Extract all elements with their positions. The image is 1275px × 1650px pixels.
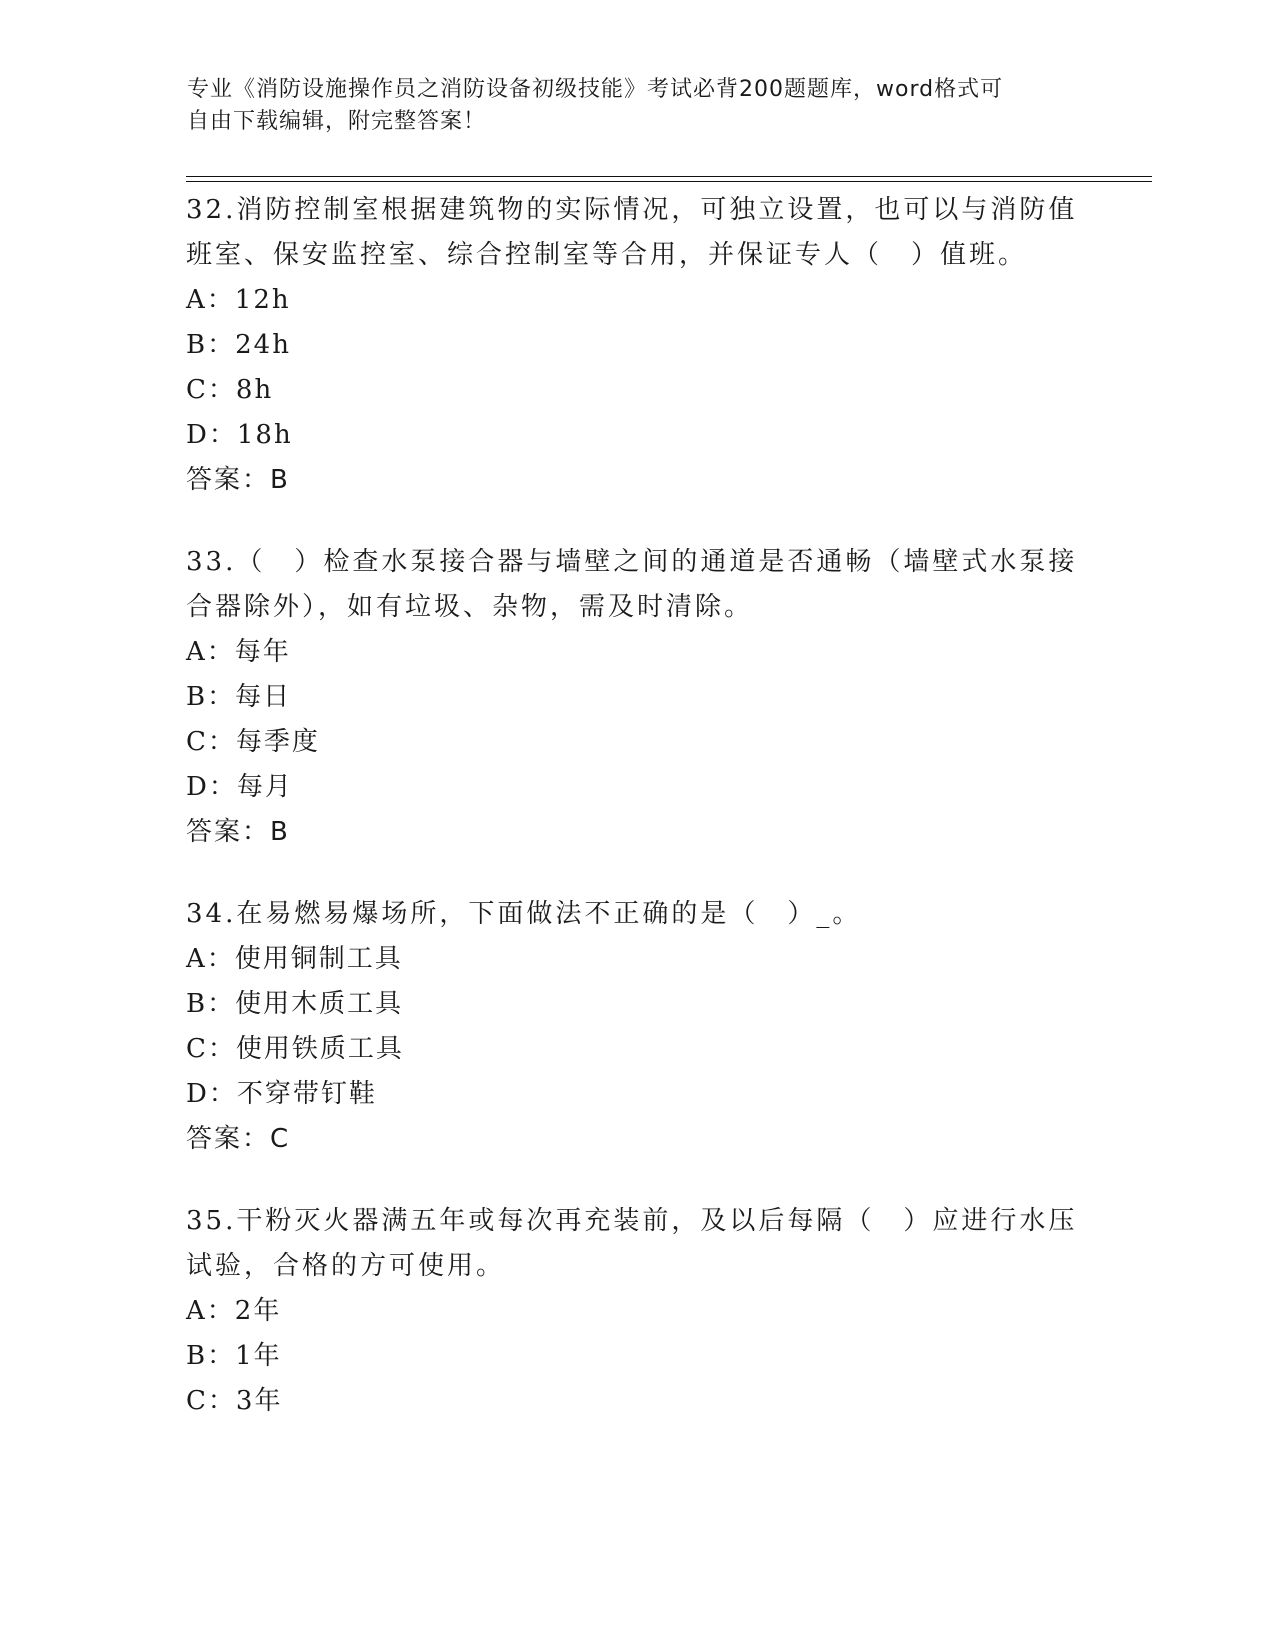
answer-value: C xyxy=(270,1124,291,1154)
option-key: B： xyxy=(186,330,236,360)
option-text: 每月 xyxy=(236,772,293,802)
option-a xyxy=(186,1289,1086,1334)
option-b xyxy=(186,1334,1086,1379)
question-34 xyxy=(186,892,1086,1162)
option-c xyxy=(186,368,1086,413)
question-32 xyxy=(186,188,1086,503)
option-text: 每日 xyxy=(235,682,292,712)
option-a xyxy=(186,630,1086,675)
question-text: 33.（ ）检查水泵接合器与墙壁之间的通道是否通畅（墙壁式水泵接合器除外），如有垃圾、杂物，需及时清除。 xyxy=(186,547,1078,622)
option-key: C： xyxy=(186,375,236,405)
question-text: 34.在易燃易爆场所，下面做法不正确的是（ ）_。 xyxy=(186,899,862,929)
option-c xyxy=(186,720,1086,765)
header-rule-bottom xyxy=(186,181,1152,182)
option-d xyxy=(186,765,1086,810)
option-a xyxy=(186,278,1086,323)
option-text: 12h xyxy=(234,285,291,315)
option-key: D： xyxy=(186,420,237,450)
answer-value: B xyxy=(270,817,290,847)
option-b xyxy=(186,675,1086,720)
option-text: 8h xyxy=(235,375,274,405)
option-key: B： xyxy=(186,682,236,712)
option-text: 不穿带钉鞋 xyxy=(236,1079,377,1109)
option-b xyxy=(186,982,1086,1027)
question-33 xyxy=(186,540,1086,855)
question-text: 32.消防控制室根据建筑物的实际情况，可独立设置，也可以与消防值班室、保安监控室、综合控制室等合用，并保证专人（ ）值班。 xyxy=(186,195,1078,270)
option-key: A： xyxy=(186,285,235,315)
option-key: C： xyxy=(186,1386,236,1416)
option-c xyxy=(186,1027,1086,1072)
option-text: 1年 xyxy=(235,1341,282,1371)
question-text: 35.干粉灭火器满五年或每次再充装前，及以后每隔（ ）应进行水压试验，合格的方可使用。 xyxy=(186,1206,1078,1281)
option-d xyxy=(186,1072,1086,1117)
option-key: A： xyxy=(186,944,235,974)
answer-label: 答案： xyxy=(186,817,271,847)
question-35 xyxy=(186,1199,1086,1424)
option-text: 每年 xyxy=(234,637,291,667)
header-rule-top xyxy=(186,176,1152,177)
option-text: 3年 xyxy=(235,1386,283,1416)
answer-line xyxy=(186,458,1086,503)
answer-value: B xyxy=(270,465,290,495)
option-a xyxy=(186,937,1086,982)
document-header xyxy=(187,74,1067,138)
option-d xyxy=(186,413,1086,458)
option-text: 使用木质工具 xyxy=(235,989,404,1019)
option-b xyxy=(186,323,1086,368)
option-key: C： xyxy=(186,1034,236,1064)
option-c xyxy=(186,1379,1086,1424)
option-key: A： xyxy=(186,1296,235,1326)
option-text: 使用铜制工具 xyxy=(234,944,403,974)
option-key: D： xyxy=(186,1079,237,1109)
answer-line xyxy=(186,810,1086,855)
question-list xyxy=(186,188,1086,1461)
answer-label: 答案： xyxy=(186,1124,271,1154)
option-text: 18h xyxy=(236,420,293,450)
answer-label: 答案： xyxy=(186,465,271,495)
option-key: D： xyxy=(186,772,237,802)
header-line-1: 专业《消防设施操作员之消防设备初级技能》考试必背200题题库，word格式可 xyxy=(187,77,1004,102)
option-key: B： xyxy=(186,1341,236,1371)
option-key: A： xyxy=(186,637,235,667)
option-text: 24h xyxy=(235,330,291,360)
option-key: B： xyxy=(186,989,236,1019)
option-text: 使用铁质工具 xyxy=(235,1034,404,1064)
option-text: 每季度 xyxy=(235,727,320,757)
answer-line xyxy=(186,1117,1086,1162)
option-key: C： xyxy=(186,727,236,757)
header-line-2: 自由下载编辑，附完整答案！ xyxy=(187,109,487,134)
option-text: 2年 xyxy=(234,1296,282,1326)
